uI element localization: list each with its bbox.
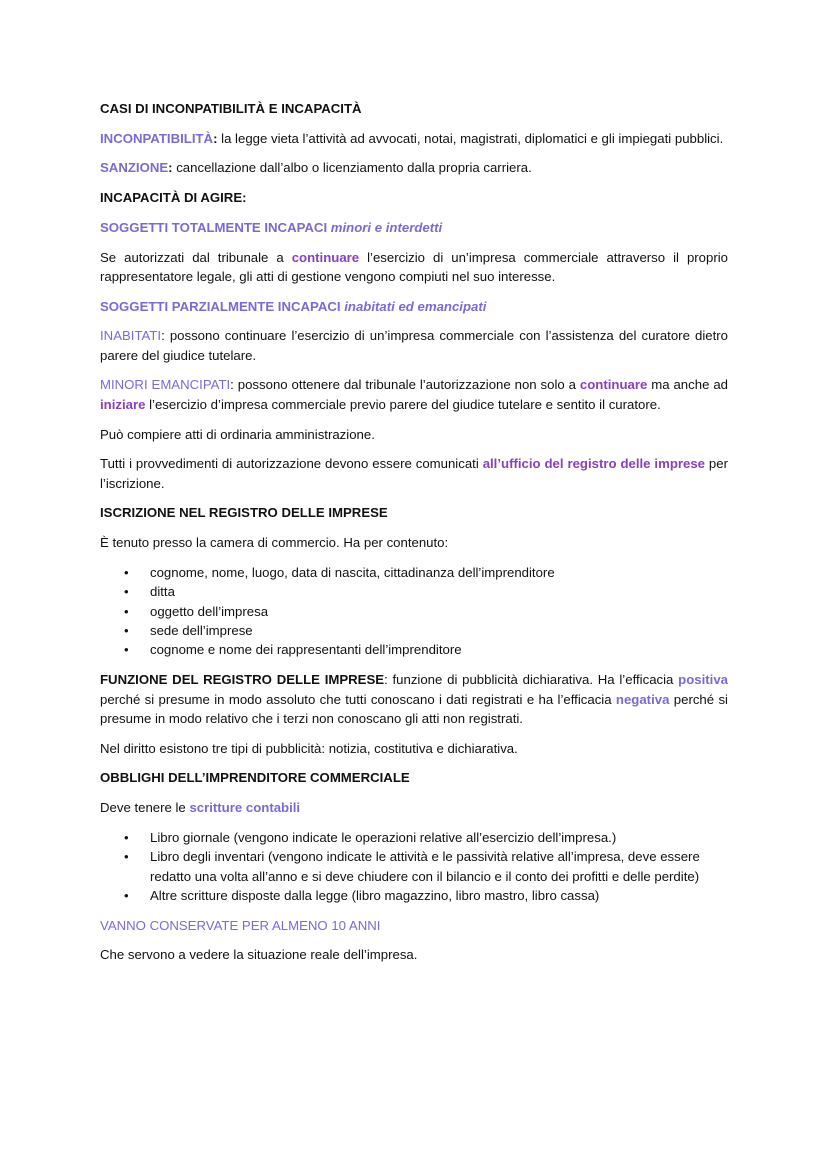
bullet-icon: • — [124, 642, 129, 658]
bullet-icon: • — [124, 603, 129, 619]
registry-contents-list — [100, 563, 728, 660]
bullet-icon: • — [124, 887, 129, 903]
list-item: • Altre scritture disposte dalla legge (libro magazzino, libro mastro, libro cassa) — [100, 886, 728, 905]
list-item: • sede dell’imprese — [100, 621, 728, 640]
registry-function-paragraph: FUNZIONE DEL REGISTRO DELLE IMPRESE: funzione di pubblicità dichiarativa. Ha l’efficacia positiva perché si presume in modo assoluto che tutti conoscano i dati registrati e ha l’efficacia negativa perché si presume in modo relativo che i terzi non conoscano gli atti non registrati. — [100, 672, 728, 726]
emancipati-paragraph: MINORI EMANCIPATI: possono ottenere dal tribunale l’autorizzazione non solo a continuare ma anche ad iniziare l’esercizio d’impresa commerciale previo parere del giudice tutelare e sentito il curatore. — [100, 377, 728, 412]
books-list — [100, 828, 728, 906]
list-item: • cognome, nome, luogo, data di nascita, cittadinanza dell’imprenditore — [100, 563, 728, 582]
conclusion-paragraph: Che servono a vedere la situazione reale dell’impresa. — [100, 947, 418, 963]
document-body — [100, 99, 728, 975]
bullet-icon: • — [124, 584, 129, 600]
keyword-continuare: continuare — [291, 249, 360, 265]
bullet-icon: • — [124, 564, 129, 580]
sanction-label: SANZIONE — [100, 160, 169, 176]
registration-intro: È tenuto presso la camera di commercio. Ha per contenuto: — [100, 535, 449, 551]
incompatibility-paragraph: INCONPATIBILITÀ: la legge vieta l’attività ad avvocati, notai, magistrati, diplomatici e gli impiegati pubblici. — [100, 130, 724, 146]
list-item: • oggetto dell’impresa — [100, 602, 728, 621]
obligations-heading: OBBLIGHI DELL’IMPRENDITORE COMMERCIALE — [100, 770, 410, 786]
publicity-paragraph: Nel diritto esistono tre tipi di pubblicità: notizia, costitutiva e dichiarativa. — [100, 740, 518, 756]
list-item: • cognome e nome dei rappresentanti dell’imprenditore — [100, 640, 728, 659]
totally-incapable-paragraph: Se autorizzati dal tribunale a continuare l’esercizio di un’impresa commerciale attraverso il proprio rappresentatore legale, gli atti di gestione vengono compiuti nel suo interesse. — [100, 249, 728, 284]
accounting-records-paragraph: Deve tenere le scritture contabili — [100, 800, 301, 816]
partially-incapable-heading: SOGGETTI PARZIALMENTE INCAPACI inabitati ed emancipati — [100, 298, 487, 314]
inabitati-label: INABITATI — [100, 328, 162, 344]
totally-incapable-heading: SOGGETTI TOTALMENTE INCAPACI minori e interdetti — [100, 219, 443, 235]
bullet-icon: • — [124, 622, 129, 638]
section-title: CASI DI INCONPATIBILITÀ E INCAPACITÀ — [100, 101, 362, 116]
provisions-paragraph: Tutti i provvedimenti di autorizzazione devono essere comunicati all’ufficio del registro delle imprese per l’iscrizione. — [100, 456, 728, 491]
inabitati-paragraph: INABITATI: possono continuare l’esercizio di un’impresa commerciale con l’assistenza del curatore dietro parere del giudice tutelare. — [100, 328, 728, 363]
incapacity-heading: INCAPACITÀ DI AGIRE: — [100, 190, 247, 206]
list-item: • Libro degli inventari (vengono indicate le attività e le passività relative all’impresa, deve essere redatto una volta all’anno e si deve chiudere con il bilancio e il conto dei profitti e delle perdite) — [124, 849, 700, 884]
bullet-icon: • — [124, 849, 129, 865]
sanction-paragraph: SANZIONE: cancellazione dall’albo o licenziamento dalla propria carriera. — [100, 160, 532, 176]
bullet-icon: • — [124, 829, 129, 845]
incompatibility-label: INCONPATIBILITÀ — [100, 130, 214, 146]
ordinary-admin-paragraph: Può compiere atti di ordinaria amministrazione. — [100, 426, 375, 442]
retention-note: VANNO CONSERVATE PER ALMENO 10 ANNI — [100, 917, 381, 933]
list-item: • ditta — [100, 582, 728, 601]
registration-heading: ISCRIZIONE NEL REGISTRO DELLE IMPRESE — [100, 505, 388, 521]
emancipati-label: MINORI EMANCIPATI — [100, 377, 231, 393]
list-item: • Libro giornale (vengono indicate le operazioni relative all’esercizio dell’impresa.) — [100, 828, 728, 847]
